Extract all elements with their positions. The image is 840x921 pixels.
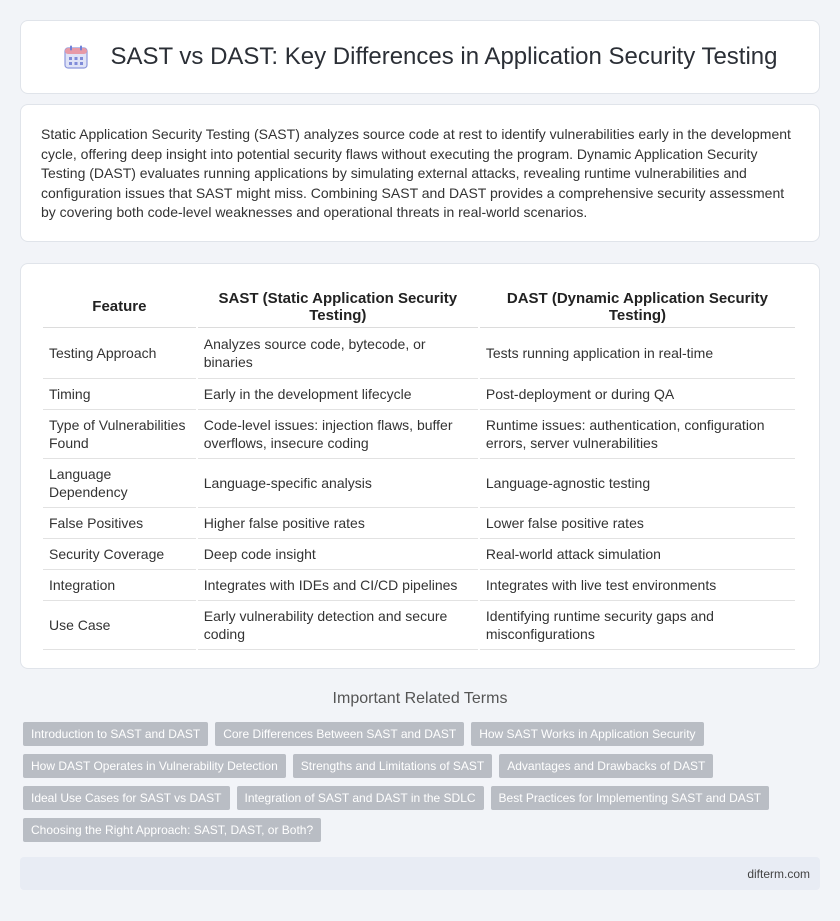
feature-cell: Integration (43, 570, 196, 601)
title-card (20, 20, 820, 94)
related-term-tag[interactable]: Ideal Use Cases for SAST vs DAST (23, 786, 230, 810)
comparison-card (20, 263, 820, 669)
related-term-tag[interactable]: Choosing the Right Approach: SAST, DAST, or Both? (23, 818, 321, 842)
feature-cell: Use Case (43, 601, 196, 650)
calendar-icon (63, 44, 89, 70)
table-header-row (43, 284, 795, 328)
dast-cell: Post-deployment or during QA (480, 379, 795, 410)
sast-cell: Early vulnerability detection and secure coding (198, 601, 478, 650)
related-terms-heading: Important Related Terms (332, 690, 508, 707)
header-feature: Feature (43, 284, 196, 328)
header-dast: DAST (Dynamic Application Security Testing) (480, 284, 795, 328)
footer-site-name[interactable]: difterm.com (747, 866, 810, 881)
sast-cell: Early in the development lifecycle (198, 379, 478, 410)
related-term-tag[interactable]: Strengths and Limitations of SAST (293, 754, 492, 778)
header-sast: SAST (Static Application Security Testing) (198, 284, 478, 328)
related-terms-list (23, 722, 813, 850)
feature-cell: Language Dependency (43, 459, 196, 508)
related-term-tag[interactable]: Advantages and Drawbacks of DAST (499, 754, 713, 778)
feature-cell: Testing Approach (43, 328, 196, 379)
table-row (43, 459, 795, 508)
table-row (43, 570, 795, 601)
related-term-tag[interactable]: How SAST Works in Application Security (471, 722, 703, 746)
related-term-tag[interactable]: Core Differences Between SAST and DAST (215, 722, 464, 746)
feature-cell: Timing (43, 379, 196, 410)
table-row (43, 539, 795, 570)
table-row (43, 508, 795, 539)
sast-cell: Deep code insight (198, 539, 478, 570)
feature-cell: Type of Vulnerabilities Found (43, 410, 196, 459)
table-row (43, 328, 795, 379)
sast-cell: Code-level issues: injection flaws, buffer overflows, insecure coding (198, 410, 478, 459)
dast-cell: Real-world attack simulation (480, 539, 795, 570)
table-row (43, 410, 795, 459)
dast-cell: Identifying runtime security gaps and misconfigurations (480, 601, 795, 650)
related-term-tag[interactable]: Integration of SAST and DAST in the SDLC (237, 786, 484, 810)
intro-card (20, 104, 820, 242)
related-term-tag[interactable]: How DAST Operates in Vulnerability Detection (23, 754, 286, 778)
sast-cell: Analyzes source code, bytecode, or binaries (198, 328, 478, 379)
footer-bar (20, 857, 820, 890)
dast-cell: Language-agnostic testing (480, 459, 795, 508)
dast-cell: Tests running application in real-time (480, 328, 795, 379)
feature-cell: Security Coverage (43, 539, 196, 570)
intro-paragraph: Static Application Security Testing (SAST) analyzes source code at rest to identify vulnerabilities early in the development cycle, offering deep insight into potential security flaws without executing the program. Dynamic Application Security Testing (DAST) evaluates running applications by simulating external attacks, revealing runtime vulnerabilities and configuration issues that SAST might miss. Combining SAST and DAST provides a comprehensive security assessment by covering both code-level weaknesses and operational threats in real-world scenarios. (41, 126, 791, 221)
sast-cell: Higher false positive rates (198, 508, 478, 539)
dast-cell: Integrates with live test environments (480, 570, 795, 601)
dast-cell: Runtime issues: authentication, configuration errors, server vulnerabilities (480, 410, 795, 459)
table-row (43, 601, 795, 650)
comparison-table (41, 284, 797, 650)
dast-cell: Lower false positive rates (480, 508, 795, 539)
related-term-tag[interactable]: Introduction to SAST and DAST (23, 722, 208, 746)
sast-cell: Integrates with IDEs and CI/CD pipelines (198, 570, 478, 601)
related-term-tag[interactable]: Best Practices for Implementing SAST and DAST (491, 786, 770, 810)
feature-cell: False Positives (43, 508, 196, 539)
sast-cell: Language-specific analysis (198, 459, 478, 508)
table-row (43, 379, 795, 410)
page-title: SAST vs DAST: Key Differences in Application Security Testing (110, 43, 778, 70)
